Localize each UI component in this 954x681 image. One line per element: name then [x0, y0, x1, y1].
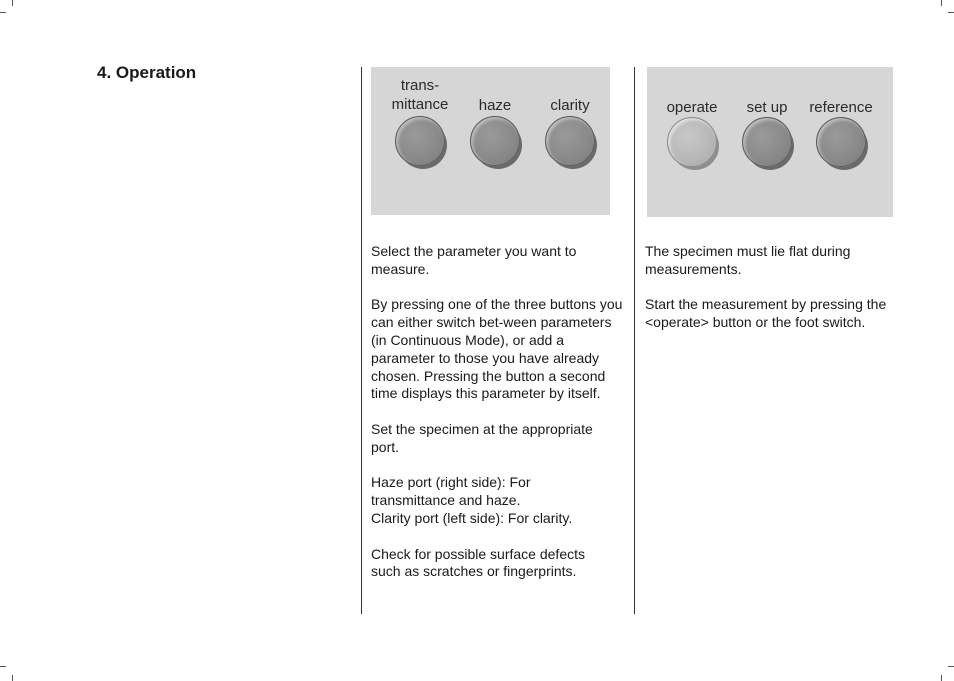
paragraph-start-measurement: Start the measurement by pressing the <operate> button or the foot switch.: [645, 296, 887, 331]
transmittance-button-label: trans- mittance: [391, 77, 449, 113]
reference-button-label: reference: [809, 99, 873, 116]
crop-mark: [941, 0, 942, 6]
paragraph-pressing-buttons: By pressing one of the three buttons you can either switch bet-ween parameters (in Continuous Mode), or add a parameter to those you have already chosen. Pressing the button a second time displays this parameter by itself.: [371, 296, 623, 402]
crop-mark: [0, 666, 6, 667]
crop-mark: [12, 675, 13, 681]
instructions-column-1: [371, 243, 629, 599]
clarity-port-text: Clarity port (left side): For clarity.: [371, 509, 573, 526]
haze-port-text: Haze port (right side): For transmittance and haze.: [371, 474, 531, 509]
crop-mark: [948, 12, 954, 13]
crop-mark: [12, 0, 13, 6]
haze-button[interactable]: [470, 116, 520, 166]
column-divider: [634, 67, 635, 614]
transmittance-button[interactable]: [395, 116, 445, 166]
crop-mark: [0, 12, 6, 13]
section-title: 4. Operation: [97, 63, 197, 82]
operate-button-label: operate: [666, 99, 718, 116]
paragraph-set-specimen: Set the specimen at the appropriate port.: [371, 420, 593, 455]
setup-button[interactable]: [742, 117, 792, 167]
paragraph-select-parameter: Select the parameter you want to measure.: [371, 243, 577, 277]
crop-mark: [941, 675, 942, 681]
paragraph-ports: [371, 474, 571, 527]
clarity-button-label: clarity: [550, 97, 590, 114]
crop-mark: [948, 666, 954, 667]
reference-button[interactable]: [816, 117, 866, 167]
paragraph-specimen-flat: The specimen must lie flat during measurements.: [645, 243, 851, 277]
operate-button[interactable]: [667, 117, 717, 167]
instructions-column-2: [645, 243, 891, 350]
haze-button-label: haze: [478, 97, 512, 114]
paragraph-surface-defects: Check for possible surface defects such as scratches or fingerprints.: [371, 545, 585, 580]
clarity-button[interactable]: [545, 116, 595, 166]
setup-button-label: set up: [746, 99, 788, 116]
column-divider: [361, 67, 362, 614]
